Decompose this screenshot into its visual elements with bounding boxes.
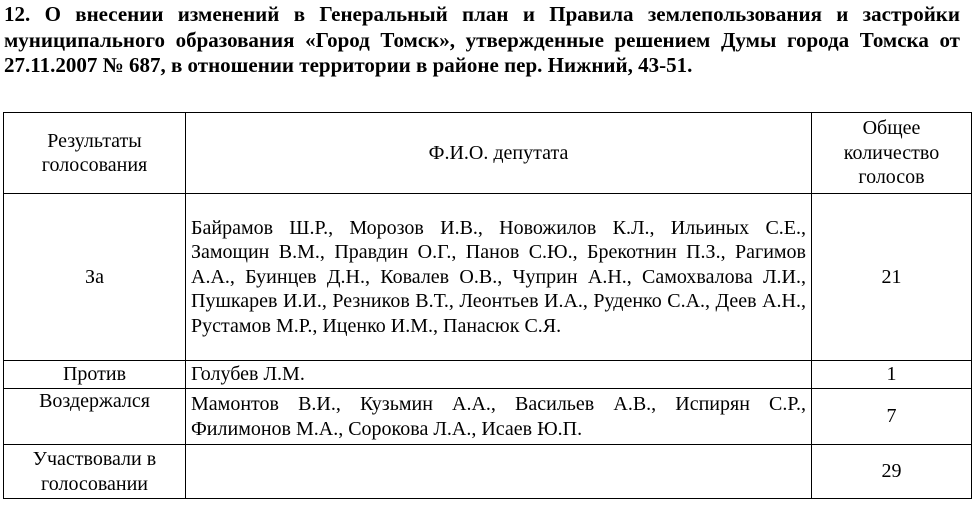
table-row [4, 445, 972, 499]
row-result-for: За [4, 194, 186, 361]
voting-results-table [3, 112, 972, 499]
row-total-for: 21 [812, 194, 972, 361]
row-total-participated: 29 [812, 445, 972, 499]
row-total-abstain: 7 [812, 389, 972, 445]
table-row [4, 361, 972, 389]
table-header-row [4, 113, 972, 194]
header-deputy: Ф.И.О. депутата [186, 113, 812, 194]
row-deputies-participated [186, 445, 812, 499]
table-row [4, 389, 972, 445]
header-result: Результаты голосования [4, 113, 186, 194]
item-heading: 12. О внесении изменений в Генеральный план и Правила землепользования и застройки муниципального образования «Город Томск», утвержденные решением Думы города Томска от 27.11.2007 № 687, в отношении территории в районе пер. Нижний, 43-51. [4, 2, 960, 77]
row-deputies-for: Байрамов Ш.Р., Морозов И.В., Новожилов К.Л., Ильиных С.Е., Замощин В.М., Правдин О.Г., Панов С.Ю., Брекотнин П.З., Рагимов А.А., Буинцев Д.Н., Ковалев О.В., Чуприн А.Н., Самохвалова Л.И., Пушкарев И.И., Резников В.Т., Леонтьев И.А., Руденко С.А., Деев А.Н., Рустамов М.Р., Иценко И.М., Панасюк С.Я. [186, 194, 812, 361]
header-total: Общее количество голосов [812, 113, 972, 194]
row-result-abstain: Воздержался [4, 389, 186, 445]
row-result-against: Против [4, 361, 186, 389]
row-deputies-abstain: Мамонтов В.И., Кузьмин А.А., Васильев А.В., Испирян С.Р., Филимонов М.А., Сорокова Л.А., Исаев Ю.П. [186, 389, 812, 445]
row-result-participated: Участвовали в голосовании [4, 445, 186, 499]
table-row [4, 194, 972, 361]
row-deputies-against: Голубев Л.М. [186, 361, 812, 389]
row-total-against: 1 [812, 361, 972, 389]
